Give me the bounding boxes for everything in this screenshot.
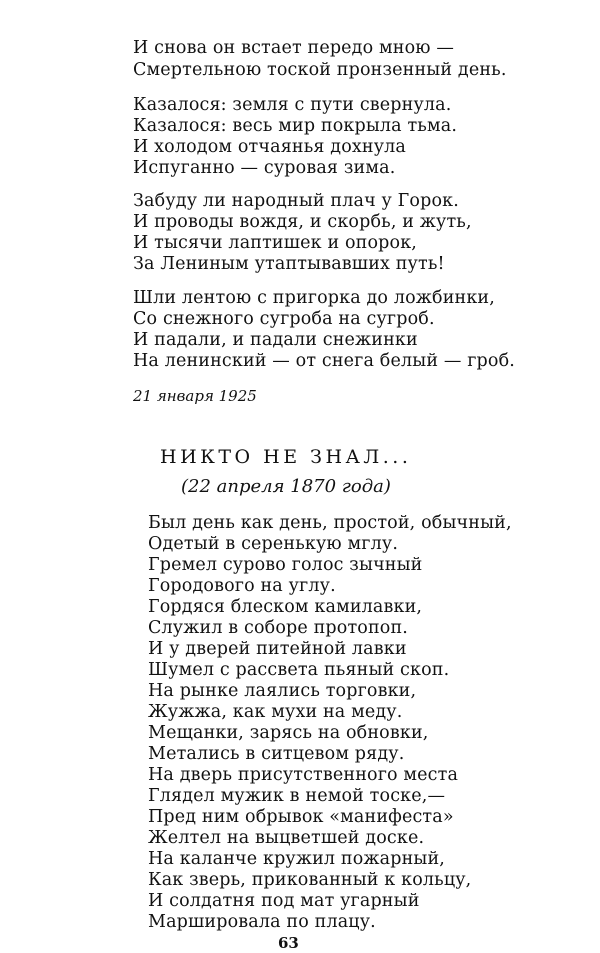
verse-line: Смертельною тоской пронзенный день.	[133, 60, 507, 80]
verse-line: Мещанки, зарясь на обновки,	[148, 723, 429, 743]
verse-line: И проводы вождя, и скорбь, и жуть,	[133, 212, 472, 232]
verse-line: Маршировала по плацу.	[148, 912, 376, 932]
poem-2-subtitle: (22 апреля 1870 года)	[181, 476, 391, 497]
poem-1-date: 21 января 1925	[133, 387, 257, 405]
verse-line: И у дверей питейной лавки	[148, 639, 407, 659]
verse-line: И тысячи лаптишек и опорок,	[133, 233, 418, 253]
verse-line: Как зверь, прикованный к кольцу,	[148, 870, 472, 890]
verse-line: За Лениным утаптывавших путь!	[133, 254, 445, 274]
verse-line: Со снежного сугроба на сугроб.	[133, 309, 435, 329]
verse-line: Городового на углу.	[148, 576, 336, 596]
verse-line: И солдатня под мат угарный	[148, 891, 420, 911]
verse-line: Шли лентою с пригорка до ложбинки,	[133, 288, 495, 308]
verse-line: И холодом отчаянья дохнула	[133, 137, 407, 157]
verse-line: На каланче кружил пожарный,	[148, 849, 446, 869]
verse-line: Пред ним обрывок «манифеста»	[148, 807, 454, 827]
verse-line: Забуду ли народный плач у Горок.	[133, 191, 459, 211]
verse-line: На дверь присутственного места	[148, 765, 459, 785]
page-number: 63	[278, 934, 299, 952]
verse-line: Шумел с рассвета пьяный скоп.	[148, 660, 450, 680]
verse-line: И снова он встает передо мною —	[133, 38, 455, 58]
verse-line: Жужжа, как мухи на меду.	[148, 702, 403, 722]
verse-line: И падали, и падали снежинки	[133, 330, 418, 350]
poem-2-title: НИКТО НЕ ЗНАЛ...	[160, 446, 412, 468]
verse-line: Метались в ситцевом ряду.	[148, 744, 405, 764]
verse-line: Гремел сурово голос зычный	[148, 555, 423, 575]
verse-line: Глядел мужик в немой тоске,—	[148, 786, 446, 806]
verse-line: Казалося: весь мир покрыла тьма.	[133, 116, 458, 136]
verse-line: Казалося: земля с пути свернула.	[133, 95, 452, 115]
verse-line: Одетый в серенькую мглу.	[148, 534, 399, 554]
verse-line: На рынке лаялись торговки,	[148, 681, 417, 701]
verse-line: Гордяся блеском камилавки,	[148, 597, 423, 617]
verse-line: Служил в соборе протопоп.	[148, 618, 408, 638]
verse-line: Желтел на выцветшей доске.	[148, 828, 425, 848]
verse-line: Испуганно — суровая зима.	[133, 158, 396, 178]
verse-line: На ленинский — от снега белый — гроб.	[133, 351, 515, 371]
verse-line: Был день как день, простой, обычный,	[148, 513, 512, 533]
